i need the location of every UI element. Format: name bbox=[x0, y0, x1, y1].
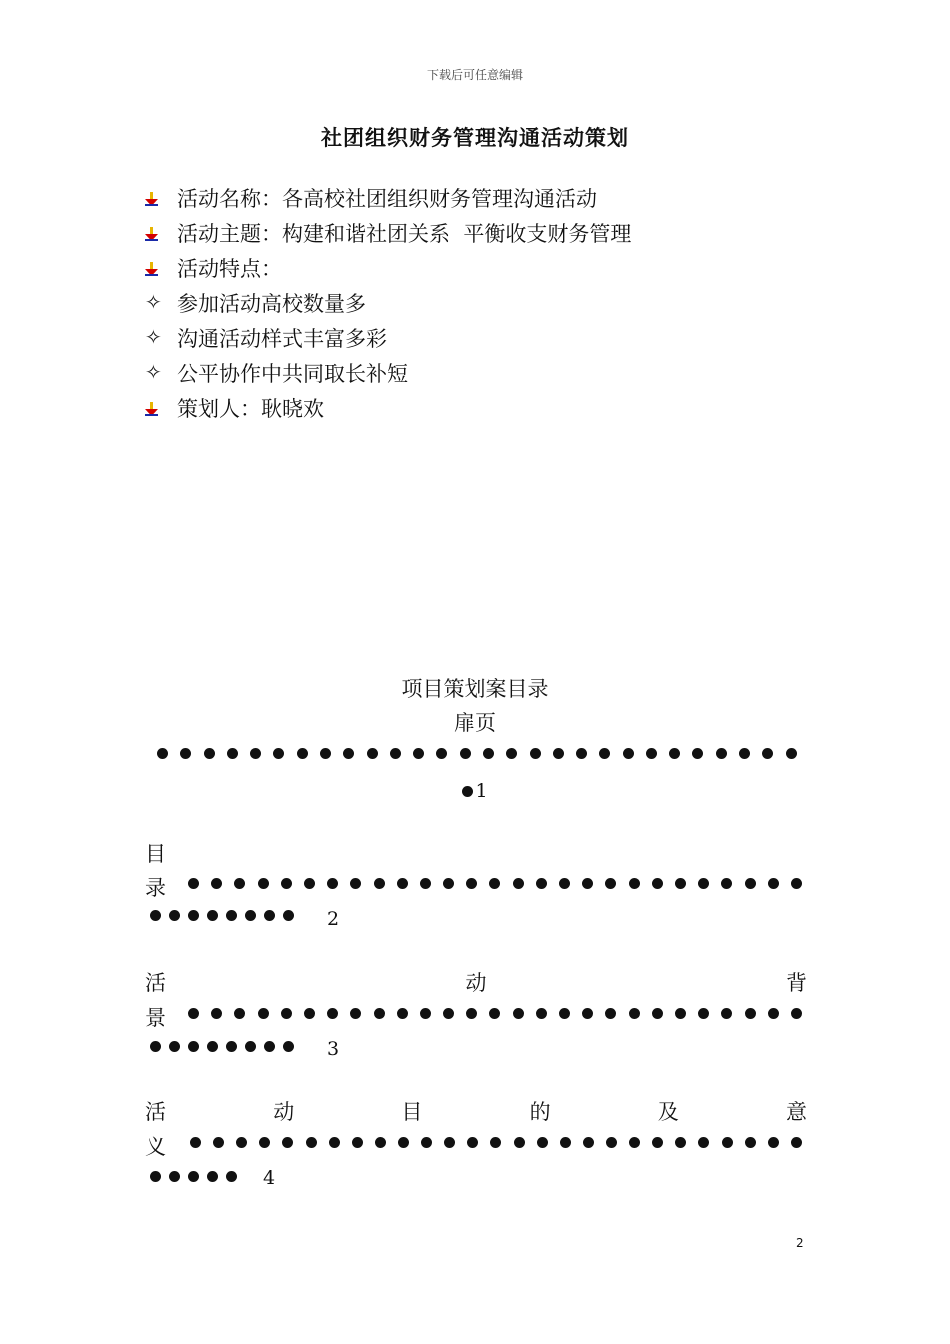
arrow-bullet-icon bbox=[145, 398, 177, 418]
leader-dot bbox=[669, 748, 680, 759]
toc-label-char: 活 bbox=[145, 1100, 166, 1124]
leader-dot bbox=[343, 748, 354, 759]
leader-dot bbox=[444, 1137, 455, 1148]
list-item-text: 沟通活动样式丰富多彩 bbox=[177, 326, 387, 351]
leader-dot bbox=[327, 878, 338, 889]
leader-dot bbox=[506, 748, 517, 759]
arrow-bullet-icon bbox=[145, 258, 177, 278]
list-item-text: 活动特点： bbox=[177, 256, 282, 281]
leader-dot bbox=[236, 1137, 247, 1148]
leader-dot bbox=[234, 1008, 245, 1019]
leader-dot bbox=[245, 910, 256, 921]
leader-dot bbox=[188, 910, 199, 921]
leader-dot bbox=[352, 1137, 363, 1148]
leader-dot bbox=[652, 878, 663, 889]
leader-dot bbox=[467, 1137, 478, 1148]
toc-entry-label: 扉页 bbox=[454, 711, 496, 735]
leader-dot bbox=[739, 748, 750, 759]
leader-dot bbox=[605, 1008, 616, 1019]
leader-dot bbox=[282, 1137, 293, 1148]
leader-dot bbox=[652, 1137, 663, 1148]
leader-dot bbox=[207, 1171, 218, 1182]
toc-leader-dots bbox=[190, 1137, 802, 1148]
leader-dot bbox=[489, 878, 500, 889]
leader-dot bbox=[204, 748, 215, 759]
leader-dot bbox=[169, 910, 180, 921]
toc-label-char: 的 bbox=[529, 1100, 551, 1124]
leader-dot bbox=[536, 878, 547, 889]
leader-dot bbox=[698, 1008, 709, 1019]
leader-dot bbox=[583, 1137, 594, 1148]
leader-dot bbox=[264, 910, 275, 921]
toc-leader-dots bbox=[150, 910, 320, 921]
leader-dot bbox=[599, 748, 610, 759]
leader-dot bbox=[320, 748, 331, 759]
leader-dot bbox=[413, 748, 424, 759]
leader-dot bbox=[350, 878, 361, 889]
leader-dot bbox=[169, 1171, 180, 1182]
leader-dot bbox=[553, 748, 564, 759]
toc-page-number: 4 bbox=[263, 1167, 276, 1189]
leader-dot bbox=[281, 878, 292, 889]
leader-dot bbox=[652, 1008, 663, 1019]
list-item bbox=[145, 215, 631, 250]
leader-dot bbox=[791, 1137, 802, 1148]
leader-dot bbox=[514, 1137, 525, 1148]
leader-dot bbox=[329, 1137, 340, 1148]
leader-dot bbox=[397, 1008, 408, 1019]
leader-dot bbox=[150, 1041, 161, 1052]
toc-label-char: 及 bbox=[657, 1100, 679, 1124]
leader-dot bbox=[466, 1008, 477, 1019]
leader-dot bbox=[374, 878, 385, 889]
leader-dot bbox=[398, 1137, 409, 1148]
leader-dot bbox=[786, 748, 797, 759]
toc-label-char: 活 bbox=[145, 971, 166, 995]
list-item bbox=[145, 285, 631, 320]
toc-leader-dots bbox=[150, 1041, 320, 1052]
toc-label-char: 背 bbox=[786, 971, 807, 995]
list-item-text: 参加活动高校数量多 bbox=[177, 291, 366, 316]
leader-dot bbox=[675, 1008, 686, 1019]
leader-dot bbox=[768, 1137, 779, 1148]
leader-dot bbox=[211, 878, 222, 889]
toc-entry-label: 目 bbox=[145, 842, 166, 866]
leader-dot bbox=[188, 878, 199, 889]
list-item bbox=[145, 390, 631, 425]
list-item bbox=[145, 180, 631, 215]
star-bullet-icon: ✧ bbox=[145, 324, 162, 349]
toc-label-char: 目 bbox=[401, 1100, 423, 1124]
list-item bbox=[145, 250, 631, 285]
leader-dot bbox=[530, 748, 541, 759]
leader-dot bbox=[629, 878, 640, 889]
list-item-text: 活动名称：各高校社团组织财务管理沟通活动 bbox=[177, 186, 597, 211]
leader-dot bbox=[646, 748, 657, 759]
leader-dot bbox=[150, 910, 161, 921]
leader-dot bbox=[245, 1041, 256, 1052]
leader-dot bbox=[605, 878, 616, 889]
leader-dot bbox=[791, 1008, 802, 1019]
leader-dot bbox=[367, 748, 378, 759]
leader-dot bbox=[721, 1008, 732, 1019]
toc-entry-label: 录 bbox=[145, 876, 166, 900]
leader-dot bbox=[213, 1137, 224, 1148]
leader-dot bbox=[234, 878, 245, 889]
list-item-text: 公平协作中共同取长补短 bbox=[177, 361, 408, 386]
leader-dot bbox=[675, 1137, 686, 1148]
leader-dot bbox=[462, 786, 473, 797]
leader-dot bbox=[536, 1008, 547, 1019]
leader-dot bbox=[188, 1171, 199, 1182]
toc-entry-label: 义 bbox=[145, 1135, 166, 1159]
leader-dot bbox=[576, 748, 587, 759]
leader-dot bbox=[721, 878, 732, 889]
leader-dot bbox=[188, 1041, 199, 1052]
leader-dot bbox=[397, 878, 408, 889]
leader-dot bbox=[623, 748, 634, 759]
list-item-text: 活动主题：构建和谐社团关系 平衡收支财务管理 bbox=[177, 221, 632, 246]
leader-dot bbox=[169, 1041, 180, 1052]
toc-entry-label: 景 bbox=[145, 1006, 166, 1030]
leader-dot bbox=[513, 1008, 524, 1019]
leader-dot bbox=[460, 748, 471, 759]
page-number: 2 bbox=[796, 1236, 804, 1250]
arrow-bullet-icon bbox=[145, 223, 177, 243]
leader-dot bbox=[226, 1171, 237, 1182]
info-list bbox=[145, 180, 631, 425]
star-bullet-icon: ✧ bbox=[145, 359, 162, 384]
arrow-bullet-icon bbox=[145, 188, 177, 208]
leader-dot bbox=[306, 1137, 317, 1148]
leader-dot bbox=[180, 748, 191, 759]
star-bullet-icon: ✧ bbox=[145, 289, 162, 314]
leader-dot bbox=[283, 1041, 294, 1052]
leader-dot bbox=[559, 878, 570, 889]
leader-dot bbox=[304, 1008, 315, 1019]
toc-entry-label bbox=[145, 1096, 807, 1126]
leader-dot bbox=[443, 878, 454, 889]
leader-dot bbox=[327, 1008, 338, 1019]
leader-dot bbox=[436, 748, 447, 759]
leader-dot bbox=[513, 878, 524, 889]
leader-dot bbox=[489, 1008, 500, 1019]
leader-dot bbox=[582, 878, 593, 889]
leader-dot bbox=[273, 748, 284, 759]
leader-dot bbox=[483, 748, 494, 759]
leader-dot bbox=[258, 1008, 269, 1019]
toc-leader-dots bbox=[157, 748, 797, 759]
toc-label-char: 意 bbox=[785, 1100, 807, 1124]
leader-dot bbox=[716, 748, 727, 759]
leader-dot bbox=[768, 1008, 779, 1019]
header-note: 下载后可任意编辑 bbox=[426, 68, 523, 82]
leader-dot bbox=[606, 1137, 617, 1148]
leader-dot bbox=[226, 1041, 237, 1052]
leader-dot bbox=[283, 910, 294, 921]
leader-dot bbox=[698, 878, 709, 889]
leader-dot bbox=[582, 1008, 593, 1019]
leader-dot bbox=[297, 748, 308, 759]
leader-dot bbox=[537, 1137, 548, 1148]
toc-page-number: 2 bbox=[327, 908, 340, 930]
leader-dot bbox=[791, 878, 802, 889]
leader-dot bbox=[207, 910, 218, 921]
leader-dot bbox=[281, 1008, 292, 1019]
leader-dot bbox=[629, 1008, 640, 1019]
toc-title: 项目策划案目录 bbox=[401, 677, 549, 701]
leader-dot bbox=[259, 1137, 270, 1148]
toc-leader-dots bbox=[150, 1171, 260, 1182]
list-item bbox=[145, 320, 631, 355]
leader-dot bbox=[157, 748, 168, 759]
leader-dot bbox=[420, 878, 431, 889]
leader-dot bbox=[190, 1137, 201, 1148]
leader-dot bbox=[675, 878, 686, 889]
leader-dot bbox=[227, 748, 238, 759]
toc-leader-dots bbox=[188, 1008, 802, 1019]
leader-dot bbox=[258, 878, 269, 889]
leader-dot bbox=[250, 748, 261, 759]
leader-dot bbox=[490, 1137, 501, 1148]
leader-dot bbox=[698, 1137, 709, 1148]
leader-dot bbox=[745, 878, 756, 889]
leader-dot bbox=[559, 1008, 570, 1019]
leader-dot bbox=[207, 1041, 218, 1052]
leader-dot bbox=[390, 748, 401, 759]
leader-dot bbox=[264, 1041, 275, 1052]
toc-entry-page-row bbox=[0, 780, 950, 802]
toc-leader-dots bbox=[188, 878, 802, 889]
leader-dot bbox=[692, 748, 703, 759]
leader-dot bbox=[150, 1171, 161, 1182]
toc-page-number: 3 bbox=[327, 1038, 340, 1060]
leader-dot bbox=[420, 1008, 431, 1019]
leader-dot bbox=[304, 878, 315, 889]
leader-dot bbox=[375, 1137, 386, 1148]
leader-dot bbox=[629, 1137, 640, 1148]
leader-dot bbox=[466, 878, 477, 889]
leader-dot bbox=[443, 1008, 454, 1019]
leader-dot bbox=[188, 1008, 199, 1019]
leader-dot bbox=[560, 1137, 571, 1148]
toc-label-char: 动 bbox=[273, 1100, 295, 1124]
toc-page-number: 1 bbox=[475, 780, 488, 802]
leader-dot bbox=[722, 1137, 733, 1148]
list-item-text: 策划人：耿晓欢 bbox=[177, 396, 324, 421]
toc-label-char: 动 bbox=[465, 971, 487, 995]
leader-dot bbox=[421, 1137, 432, 1148]
leader-dot bbox=[211, 1008, 222, 1019]
list-item bbox=[145, 355, 631, 390]
leader-dot bbox=[745, 1137, 756, 1148]
document-title: 社团组织财务管理沟通活动策划 bbox=[321, 126, 629, 150]
leader-dot bbox=[226, 910, 237, 921]
leader-dot bbox=[374, 1008, 385, 1019]
toc-entry-label bbox=[145, 967, 807, 997]
leader-dot bbox=[768, 878, 779, 889]
leader-dot bbox=[762, 748, 773, 759]
leader-dot bbox=[745, 1008, 756, 1019]
leader-dot bbox=[350, 1008, 361, 1019]
